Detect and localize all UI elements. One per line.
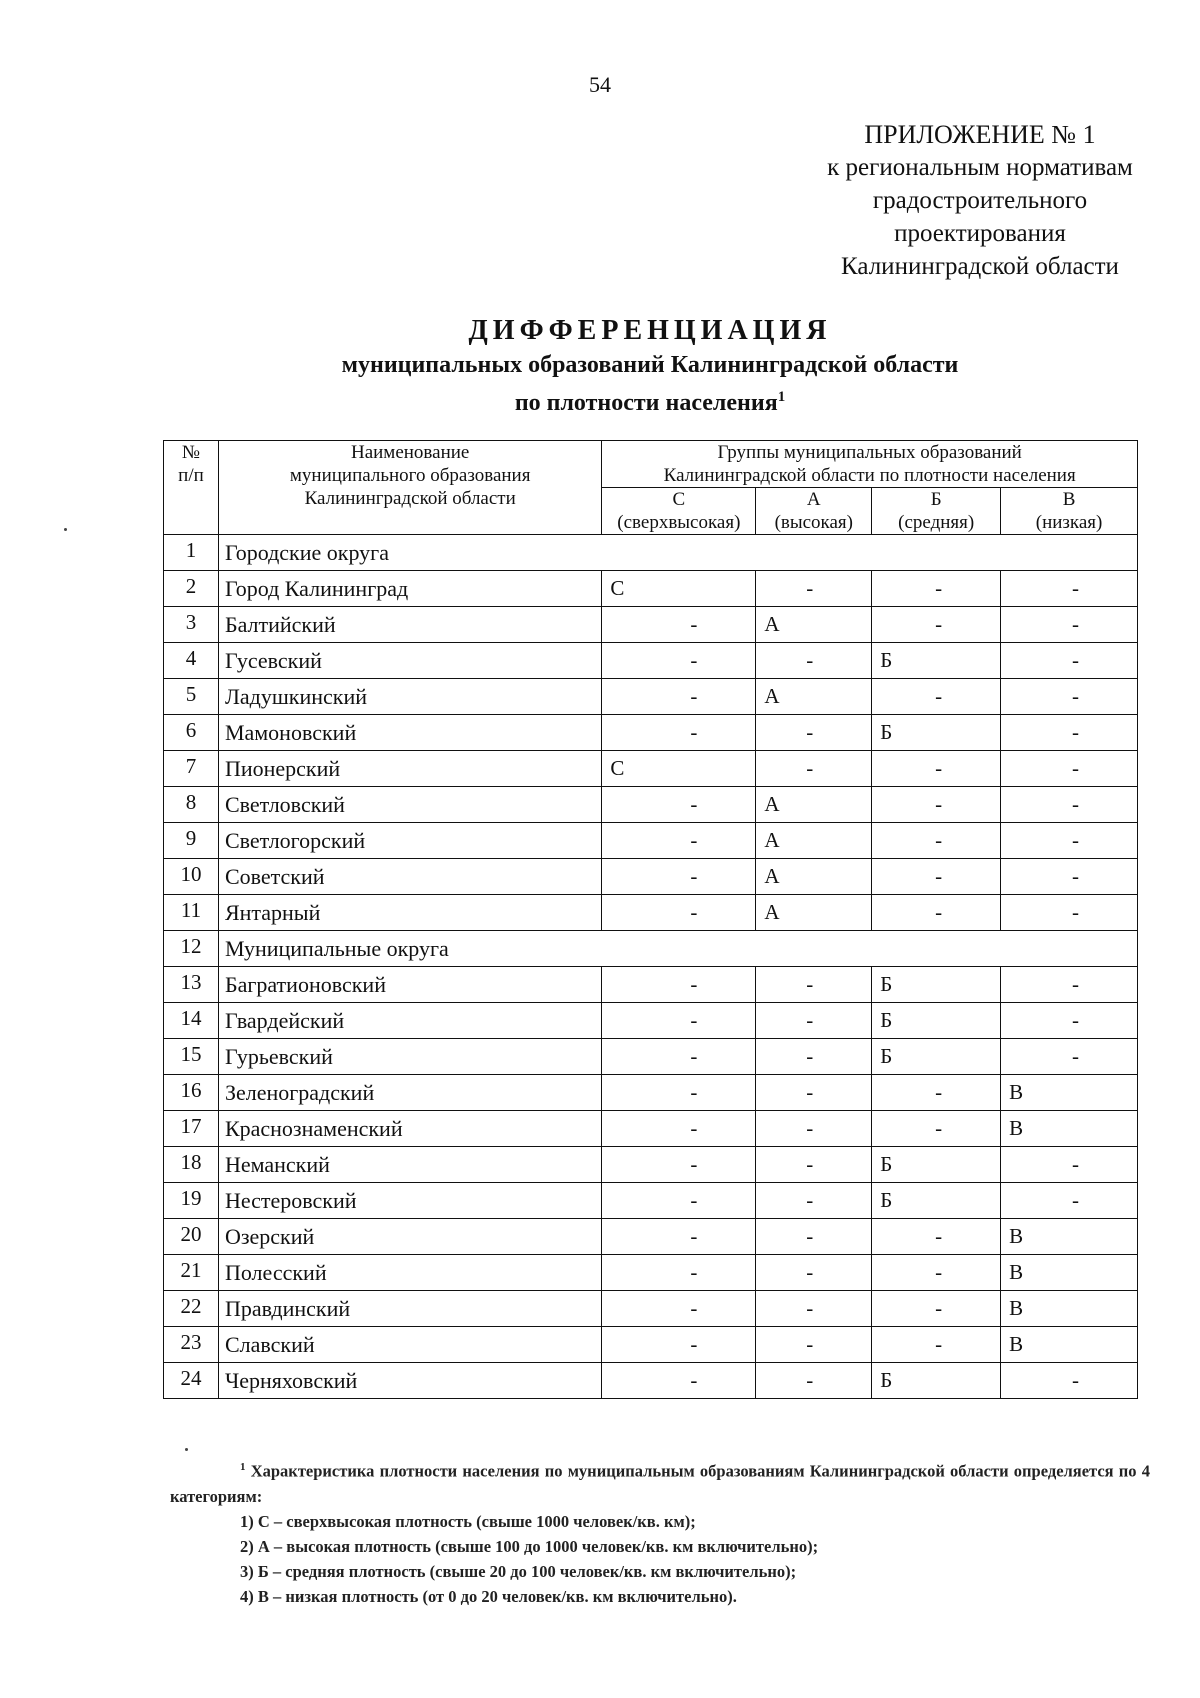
municipality-name: Светловский bbox=[218, 787, 601, 823]
row-number: 18 bbox=[164, 1147, 219, 1183]
row-number: 6 bbox=[164, 715, 219, 751]
header-category-c: С (сверхвысокая) bbox=[602, 488, 756, 535]
category-cell-a: - bbox=[756, 1363, 872, 1399]
appendix-title: ПРИЛОЖЕНИЕ № 1 bbox=[864, 120, 1096, 149]
scan-speck bbox=[64, 528, 67, 531]
municipality-name: Мамоновский bbox=[218, 715, 601, 751]
category-cell-a: - bbox=[756, 1255, 872, 1291]
header-num: № п/п bbox=[164, 441, 219, 535]
footnote-text bbox=[170, 1455, 1150, 1509]
footnote-item: 1) С – сверхвысокая плотность (свыше 1000 человек/кв. км); bbox=[240, 1511, 696, 1531]
row-number: 20 bbox=[164, 1219, 219, 1255]
table-row bbox=[164, 751, 1138, 787]
category-cell-v: - bbox=[1001, 1003, 1138, 1039]
category-cell-c: С bbox=[602, 751, 756, 787]
category-cell-b: Б bbox=[872, 643, 1001, 679]
row-number: 10 bbox=[164, 859, 219, 895]
category-cell-c: - bbox=[602, 1111, 756, 1147]
row-number: 16 bbox=[164, 1075, 219, 1111]
table-row bbox=[164, 1219, 1138, 1255]
category-cell-c: - bbox=[602, 1183, 756, 1219]
appendix-block bbox=[760, 118, 1200, 283]
category-cell-a: А bbox=[756, 607, 872, 643]
category-cell-b: - bbox=[872, 787, 1001, 823]
category-cell-a: - bbox=[756, 1147, 872, 1183]
row-number: 24 bbox=[164, 1363, 219, 1399]
category-cell-a: - bbox=[756, 1075, 872, 1111]
header-category-a: А (высокая) bbox=[756, 488, 872, 535]
category-cell-v: - bbox=[1001, 1147, 1138, 1183]
category-cell-b: Б bbox=[872, 1363, 1001, 1399]
appendix-line: градостроительного bbox=[872, 187, 1088, 214]
category-cell-v: В bbox=[1001, 1075, 1138, 1111]
heading-line-3-text: по плотности населения bbox=[514, 390, 778, 416]
category-cell-b: - bbox=[872, 751, 1001, 787]
category-cell-a: А bbox=[756, 787, 872, 823]
row-number: 5 bbox=[164, 679, 219, 715]
table-row bbox=[164, 715, 1138, 751]
category-cell-b: - bbox=[872, 1111, 1001, 1147]
municipality-name: Гусевский bbox=[218, 643, 601, 679]
category-cell-c: - bbox=[602, 1147, 756, 1183]
category-cell-c: - bbox=[602, 715, 756, 751]
footnote-mark: 1 bbox=[240, 1461, 246, 1473]
appendix-line: проектирования bbox=[894, 220, 1066, 247]
table-section-row bbox=[164, 931, 1138, 967]
row-number: 3 bbox=[164, 607, 219, 643]
category-cell-c: - bbox=[602, 1039, 756, 1075]
page-number: 54 bbox=[589, 72, 611, 97]
category-cell-c: - bbox=[602, 1255, 756, 1291]
scan-speck bbox=[185, 1448, 188, 1451]
table-row bbox=[164, 1363, 1138, 1399]
row-number: 7 bbox=[164, 751, 219, 787]
category-cell-a: - bbox=[756, 643, 872, 679]
category-cell-a: - bbox=[756, 1003, 872, 1039]
table-row bbox=[164, 1003, 1138, 1039]
category-cell-b: Б bbox=[872, 967, 1001, 1003]
category-cell-v: В bbox=[1001, 1327, 1138, 1363]
table-row bbox=[164, 823, 1138, 859]
category-cell-c: - bbox=[602, 859, 756, 895]
municipality-name: Полесский bbox=[218, 1255, 601, 1291]
municipality-name: Гвардейский bbox=[218, 1003, 601, 1039]
category-cell-c: - bbox=[602, 1327, 756, 1363]
category-cell-a: - bbox=[756, 1111, 872, 1147]
category-cell-v: - bbox=[1001, 643, 1138, 679]
heading-line-3 bbox=[150, 381, 1150, 419]
municipality-name: Нестеровский bbox=[218, 1183, 601, 1219]
category-cell-b: - bbox=[872, 1219, 1001, 1255]
municipality-name: Озерский bbox=[218, 1219, 601, 1255]
category-cell-v: - bbox=[1001, 607, 1138, 643]
category-cell-a: - bbox=[756, 1183, 872, 1219]
municipality-name: Зеленоградский bbox=[218, 1075, 601, 1111]
table-section-row bbox=[164, 535, 1138, 571]
row-number: 15 bbox=[164, 1039, 219, 1075]
municipality-name: Советский bbox=[218, 859, 601, 895]
category-cell-b: Б bbox=[872, 1003, 1001, 1039]
municipality-name: Правдинский bbox=[218, 1291, 601, 1327]
row-number: 11 bbox=[164, 895, 219, 931]
row-number: 17 bbox=[164, 1111, 219, 1147]
municipality-name: Янтарный bbox=[218, 895, 601, 931]
row-number: 1 bbox=[164, 535, 219, 571]
table-row bbox=[164, 1039, 1138, 1075]
category-cell-b: Б bbox=[872, 1183, 1001, 1219]
category-cell-a: - bbox=[756, 1219, 872, 1255]
category-cell-v: - bbox=[1001, 895, 1138, 931]
category-cell-c: - bbox=[602, 787, 756, 823]
header-category-v: В (низкая) bbox=[1001, 488, 1138, 535]
row-number: 14 bbox=[164, 1003, 219, 1039]
category-cell-v: - bbox=[1001, 715, 1138, 751]
category-cell-c: - bbox=[602, 1291, 756, 1327]
municipality-name: Светлогорский bbox=[218, 823, 601, 859]
category-cell-a: - bbox=[756, 751, 872, 787]
category-cell-v: В bbox=[1001, 1255, 1138, 1291]
municipality-name: Гурьевский bbox=[218, 1039, 601, 1075]
row-number: 23 bbox=[164, 1327, 219, 1363]
category-cell-a: - bbox=[756, 1291, 872, 1327]
table-row bbox=[164, 1075, 1138, 1111]
density-table bbox=[163, 440, 1138, 1399]
category-cell-b: - bbox=[872, 895, 1001, 931]
category-cell-a: А bbox=[756, 895, 872, 931]
footnote-item: 2) А – высокая плотность (свыше 100 до 1000 человек/кв. км включительно); bbox=[240, 1536, 819, 1556]
category-cell-v: - bbox=[1001, 751, 1138, 787]
header-category-b: Б (средняя) bbox=[872, 488, 1001, 535]
header-groups: Группы муниципальных образований Калининградской области по плотности населения bbox=[602, 441, 1138, 488]
row-number: 13 bbox=[164, 967, 219, 1003]
table-row bbox=[164, 1111, 1138, 1147]
category-cell-a: - bbox=[756, 967, 872, 1003]
category-cell-b: - bbox=[872, 607, 1001, 643]
table-row bbox=[164, 1255, 1138, 1291]
category-cell-v: В bbox=[1001, 1291, 1138, 1327]
municipality-name: Пионерский bbox=[218, 751, 601, 787]
category-cell-v: В bbox=[1001, 1111, 1138, 1147]
category-cell-b: Б bbox=[872, 1147, 1001, 1183]
footnote-item: 4) В – низкая плотность (от 0 до 20 человек/кв. км включительно). bbox=[240, 1586, 737, 1606]
footnote bbox=[170, 1455, 1150, 1609]
row-number: 4 bbox=[164, 643, 219, 679]
category-cell-b: - bbox=[872, 679, 1001, 715]
row-number: 19 bbox=[164, 1183, 219, 1219]
table-row bbox=[164, 1291, 1138, 1327]
category-cell-b: - bbox=[872, 859, 1001, 895]
footnote-item: 3) Б – средняя плотность (свыше 20 до 100 человек/кв. км включительно); bbox=[240, 1561, 797, 1581]
category-cell-b: Б bbox=[872, 1039, 1001, 1075]
category-cell-c: - bbox=[602, 1075, 756, 1111]
municipality-name: Славский bbox=[218, 1327, 601, 1363]
category-cell-v: - bbox=[1001, 571, 1138, 607]
category-cell-c: - bbox=[602, 967, 756, 1003]
category-cell-a: - bbox=[756, 715, 872, 751]
municipality-name: Багратионовский bbox=[218, 967, 601, 1003]
table-body bbox=[164, 535, 1138, 1399]
row-number: 21 bbox=[164, 1255, 219, 1291]
table-row bbox=[164, 787, 1138, 823]
category-cell-b: - bbox=[872, 1075, 1001, 1111]
category-cell-v: - bbox=[1001, 679, 1138, 715]
category-cell-c: - bbox=[602, 607, 756, 643]
municipality-name: Город Калининград bbox=[218, 571, 601, 607]
footnote-body: Характеристика плотности населения по муниципальным образованиям Калининградской области определяется по 4 категориям: bbox=[170, 1461, 1151, 1506]
appendix-line: к региональным нормативам bbox=[827, 154, 1133, 181]
municipality-name: Городские округа bbox=[218, 535, 1137, 571]
category-cell-b: - bbox=[872, 823, 1001, 859]
table-row bbox=[164, 607, 1138, 643]
category-cell-c: - bbox=[602, 823, 756, 859]
category-cell-a: - bbox=[756, 1327, 872, 1363]
heading-line-2: муниципальных образований Калининградской области bbox=[341, 352, 959, 378]
municipality-name: Неманский bbox=[218, 1147, 601, 1183]
footnote-reference: 1 bbox=[777, 389, 786, 405]
municipality-name: Ладушкинский bbox=[218, 679, 601, 715]
table-row bbox=[164, 1147, 1138, 1183]
table-row bbox=[164, 895, 1138, 931]
category-cell-a: - bbox=[756, 1039, 872, 1075]
category-cell-c: - bbox=[602, 679, 756, 715]
category-cell-v: - bbox=[1001, 1039, 1138, 1075]
appendix-line: Калининградской области bbox=[841, 253, 1119, 280]
category-cell-a: А bbox=[756, 859, 872, 895]
category-cell-v: - bbox=[1001, 787, 1138, 823]
header-name: Наименование муниципального образования Калининградской области bbox=[218, 441, 601, 535]
table-row bbox=[164, 571, 1138, 607]
category-cell-v: - bbox=[1001, 1183, 1138, 1219]
table-row bbox=[164, 1327, 1138, 1363]
document-heading bbox=[150, 313, 1150, 419]
row-number: 22 bbox=[164, 1291, 219, 1327]
category-cell-c: - bbox=[602, 895, 756, 931]
table-row bbox=[164, 859, 1138, 895]
category-cell-a: - bbox=[756, 571, 872, 607]
category-cell-v: - bbox=[1001, 859, 1138, 895]
table-row bbox=[164, 1183, 1138, 1219]
municipality-name: Краснознаменский bbox=[218, 1111, 601, 1147]
category-cell-c: - bbox=[602, 1003, 756, 1039]
table-row bbox=[164, 679, 1138, 715]
category-cell-b: - bbox=[872, 1255, 1001, 1291]
category-cell-c: - bbox=[602, 1363, 756, 1399]
category-cell-v: - bbox=[1001, 967, 1138, 1003]
municipality-name: Черняховский bbox=[218, 1363, 601, 1399]
category-cell-c: - bbox=[602, 1219, 756, 1255]
category-cell-v: - bbox=[1001, 823, 1138, 859]
category-cell-v: - bbox=[1001, 1363, 1138, 1399]
category-cell-b: - bbox=[872, 1327, 1001, 1363]
row-number: 12 bbox=[164, 931, 219, 967]
row-number: 8 bbox=[164, 787, 219, 823]
row-number: 2 bbox=[164, 571, 219, 607]
table-row bbox=[164, 967, 1138, 1003]
table-row bbox=[164, 643, 1138, 679]
category-cell-a: А bbox=[756, 823, 872, 859]
category-cell-a: А bbox=[756, 679, 872, 715]
category-cell-c: С bbox=[602, 571, 756, 607]
category-cell-b: - bbox=[872, 1291, 1001, 1327]
category-cell-v: В bbox=[1001, 1219, 1138, 1255]
table-header-row bbox=[164, 441, 1138, 488]
category-cell-b: Б bbox=[872, 715, 1001, 751]
row-number: 9 bbox=[164, 823, 219, 859]
municipality-name: Балтийский bbox=[218, 607, 601, 643]
category-cell-c: - bbox=[602, 643, 756, 679]
category-cell-b: - bbox=[872, 571, 1001, 607]
municipality-name: Муниципальные округа bbox=[218, 931, 1137, 967]
heading-line-1: ДИФФЕРЕНЦИАЦИЯ bbox=[468, 315, 832, 346]
